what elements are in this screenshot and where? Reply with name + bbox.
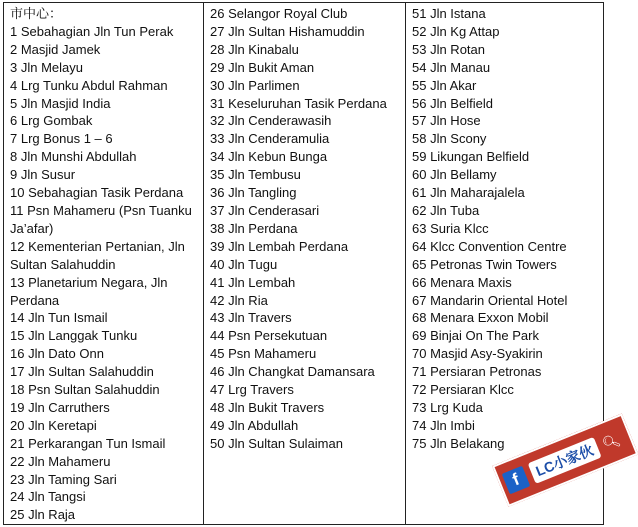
location-item: 26 Selangor Royal Club (210, 6, 348, 21)
facebook-icon: f (502, 466, 531, 495)
location-item: 66 Menara Maxis (412, 274, 512, 290)
location-item: 10 Sebahagian Tasik Perdana (10, 185, 184, 201)
location-item: 49 Jln Abdullah (210, 417, 299, 433)
location-item: 3 Jln Melayu (10, 59, 83, 75)
location-item: 51 Jln Istana (412, 6, 486, 21)
location-item: 50 Jln Sultan Sulaiman (210, 435, 343, 451)
location-item: 45 Psn Mahameru (210, 346, 317, 362)
location-item: 8 Jln Munshi Abdullah (10, 149, 137, 165)
location-item: 18 Psn Sultan Salahuddin (10, 382, 160, 398)
location-item: 2 Masjid Jamek (10, 41, 101, 57)
location-item: 35 Jln Tembusu (210, 167, 301, 183)
location-item: 55 Jln Akar (412, 77, 477, 93)
location-item: 7 Lrg Bonus 1 – 6 (10, 131, 113, 147)
location-item: 21 Perkarangan Tun Ismail (10, 435, 166, 451)
location-item: 30 Jln Parlimen (210, 77, 300, 93)
location-item: 12 Kementerian Pertanian, Jln Sultan Salahuddin (10, 238, 185, 272)
location-item: 23 Jln Taming Sari (10, 471, 117, 487)
location-item: 1 Sebahagian Jln Tun Perak (10, 23, 174, 39)
location-item: 17 Jln Sultan Salahuddin (10, 364, 154, 380)
location-item: 65 Petronas Twin Towers (412, 256, 557, 272)
location-item: 58 Jln Scony (412, 131, 487, 147)
location-item: 46 Jln Changkat Damansara (210, 364, 375, 380)
location-item: 48 Jln Bukit Travers (210, 399, 325, 415)
location-item: 42 Jln Ria (210, 292, 268, 308)
location-item: 61 Jln Maharajalela (412, 185, 525, 201)
location-item: 29 Jln Bukit Aman (210, 59, 315, 75)
location-item: 70 Masjid Asy-Syakirin (412, 346, 543, 362)
location-item: 37 Jln Cenderasari (210, 202, 320, 218)
location-item: 44 Psn Persekutuan (210, 328, 328, 344)
location-item: 69 Binjai On The Park (412, 328, 539, 344)
location-item: 72 Persiaran Klcc (412, 382, 514, 398)
location-item: 27 Jln Sultan Hishamuddin (210, 23, 365, 39)
location-item: 75 Jln Belakang (412, 435, 505, 451)
column-1 (4, 3, 204, 524)
location-table (3, 2, 604, 525)
location-item: 63 Suria Klcc (412, 220, 489, 236)
location-item: 36 Jln Tangling (210, 185, 297, 201)
location-item: 38 Jln Perdana (210, 220, 298, 236)
location-item: 14 Jln Tun Ismail (10, 310, 108, 326)
location-item: 73 Lrg Kuda (412, 399, 483, 415)
location-item: 53 Jln Rotan (412, 41, 485, 57)
location-item: 71 Persiaran Petronas (412, 364, 542, 380)
watermark-brand: LC小家伙 (528, 437, 602, 484)
location-item: 67 Mandarin Oriental Hotel (412, 292, 568, 308)
location-item: 20 Jln Keretapi (10, 417, 97, 433)
location-item: 6 Lrg Gombak (10, 113, 93, 129)
location-item: 54 Jln Manau (412, 59, 491, 75)
location-item: 5 Jln Masjid India (10, 95, 111, 111)
location-item: 16 Jln Dato Onn (10, 346, 104, 362)
location-item: 34 Jln Kebun Bunga (210, 149, 328, 165)
location-item: 74 Jln Imbi (412, 417, 475, 433)
location-item: 59 Likungan Belfield (412, 149, 530, 165)
location-item: 68 Menara Exxon Mobil (412, 310, 549, 326)
location-item: 64 Klcc Convention Centre (412, 238, 567, 254)
location-item: 22 Jln Mahameru (10, 453, 111, 469)
location-item: 31 Keseluruhan Tasik Perdana (210, 95, 387, 111)
column-2 (204, 3, 406, 524)
location-item: 15 Jln Langgak Tunku (10, 328, 138, 344)
location-item: 25 Jln Raja (10, 507, 76, 523)
search-icon: 🔍︎ (599, 430, 623, 452)
location-item: 4 Lrg Tunku Abdul Rahman (10, 77, 168, 93)
location-item: 56 Jln Belfield (412, 95, 493, 111)
section-heading: 市中心： (10, 6, 63, 21)
location-item: 39 Jln Lembah Perdana (210, 238, 349, 254)
location-item: 62 Jln Tuba (412, 202, 480, 218)
location-item: 52 Jln Kg Attap (412, 23, 500, 39)
location-item: 47 Lrg Travers (210, 382, 294, 398)
location-item: 13 Planetarium Negara, Jln Perdana (10, 274, 168, 308)
location-item: 28 Jln Kinabalu (210, 41, 299, 57)
location-item: 24 Jln Tangsi (10, 489, 86, 505)
location-item: 57 Jln Hose (412, 113, 481, 129)
location-item: 33 Jln Cenderamulia (210, 131, 330, 147)
location-item: 43 Jln Travers (210, 310, 292, 326)
location-item: 32 Jln Cenderawasih (210, 113, 332, 129)
location-item: 41 Jln Lembah (210, 274, 296, 290)
location-item: 11 Psn Mahameru (Psn Tuanku Ja’afar) (10, 202, 192, 236)
location-item: 40 Jln Tugu (210, 256, 278, 272)
location-item: 60 Jln Bellamy (412, 167, 497, 183)
location-item: 9 Jln Susur (10, 167, 76, 183)
location-item: 19 Jln Carruthers (10, 399, 110, 415)
